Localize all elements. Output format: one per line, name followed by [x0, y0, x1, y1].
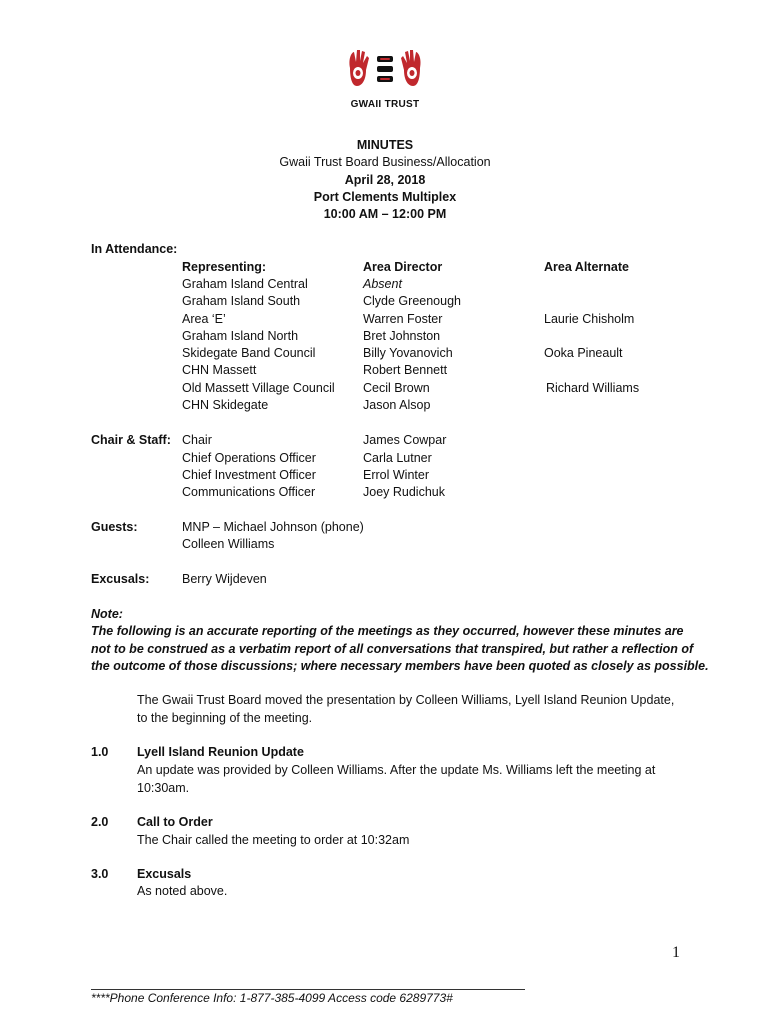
item-text: An update was provided by Colleen Williams. After the update Ms. Williams left the meeting at	[137, 763, 656, 777]
representing-header: Representing:	[182, 260, 267, 274]
staff-name: Errol Winter	[363, 468, 429, 482]
note-label: Note:	[91, 607, 123, 621]
attendance-label: In Attendance:	[91, 242, 178, 256]
staff-name: Carla Lutner	[363, 451, 432, 465]
item-text: As noted above.	[137, 884, 228, 898]
rep-cell: Graham Island Central	[182, 277, 308, 291]
footer-divider	[91, 989, 525, 990]
excusals-value: Berry Wijdeven	[182, 572, 267, 586]
meeting-date: April 28, 2018	[344, 173, 426, 187]
staff-role: Chief Operations Officer	[182, 451, 316, 465]
alternate-cell: Laurie Chisholm	[544, 312, 635, 326]
director-cell: Robert Bennett	[363, 363, 448, 377]
staff-role: Chair	[182, 433, 212, 447]
director-cell: Jason Alsop	[363, 398, 431, 412]
intro-line: The Gwaii Trust Board moved the presentation by Colleen Williams, Lyell Island Reunion Update,	[137, 693, 675, 707]
director-cell: Warren Foster	[363, 312, 443, 326]
organization-title: Gwaii Trust Board Business/Allocation	[279, 155, 491, 169]
phone-conference-info: ****Phone Conference Info: 1-877-385-4099 Access code 6289773#	[91, 991, 453, 1004]
item-text: The Chair called the meeting to order at 10:32am	[137, 833, 410, 847]
item-number: 2.0	[91, 815, 109, 829]
staff-name: Joey Rudichuk	[363, 485, 445, 499]
minutes-heading: MINUTES	[356, 138, 414, 152]
guests-label: Guests:	[91, 520, 138, 534]
item-title: Excusals	[137, 867, 192, 881]
intro-line: to the beginning of the meeting.	[137, 711, 313, 725]
guest-entry: MNP – Michael Johnson (phone)	[182, 520, 364, 534]
item-title: Lyell Island Reunion Update	[137, 745, 304, 759]
item-number: 1.0	[91, 745, 109, 759]
rep-cell: Skidegate Band Council	[182, 346, 316, 360]
note-text-line: The following is an accurate reporting of the meetings as they occurred, however these minutes are	[91, 624, 684, 638]
rep-cell: Graham Island South	[182, 294, 301, 308]
page-number: 1	[672, 944, 680, 961]
rep-cell: Area ‘E’	[182, 312, 226, 326]
note-text-line: not to be construed as a verbatim report of all conversations that transpired, but rather a reflection of	[91, 642, 694, 656]
item-title: Call to Order	[137, 815, 213, 829]
area-alternate-header: Area Alternate	[544, 260, 629, 274]
logo-wordmark: GWAII TRUST	[350, 99, 420, 110]
director-cell: Cecil Brown	[363, 381, 430, 395]
director-cell: Clyde Greenough	[363, 294, 461, 308]
director-cell: Bret Johnston	[363, 329, 441, 343]
staff-name: James Cowpar	[363, 433, 447, 447]
item-number: 3.0	[91, 867, 109, 881]
meeting-time: 10:00 AM – 12:00 PM	[323, 207, 447, 221]
rep-cell: Graham Island North	[182, 329, 299, 343]
rep-cell: Old Massett Village Council	[182, 381, 335, 395]
chair-staff-label: Chair & Staff:	[91, 433, 171, 447]
meeting-location: Port Clements Multiplex	[313, 190, 457, 204]
staff-role: Chief Investment Officer	[182, 468, 316, 482]
excusals-label: Excusals:	[91, 572, 150, 586]
guest-entry: Colleen Williams	[182, 537, 275, 551]
area-director-header: Area Director	[363, 260, 443, 274]
alternate-cell: Richard Williams	[546, 381, 640, 395]
rep-cell: CHN Skidegate	[182, 398, 269, 412]
note-text-line: the outcome of those discussions; where necessary members have been quoted as closely as possible.	[91, 659, 709, 673]
rep-cell: CHN Massett	[182, 363, 257, 377]
alternate-cell: Ooka Pineault	[544, 346, 623, 360]
director-cell: Billy Yovanovich	[363, 346, 453, 360]
director-cell: Absent	[363, 277, 402, 291]
staff-role: Communications Officer	[182, 485, 316, 499]
item-text: 10:30am.	[137, 781, 190, 795]
